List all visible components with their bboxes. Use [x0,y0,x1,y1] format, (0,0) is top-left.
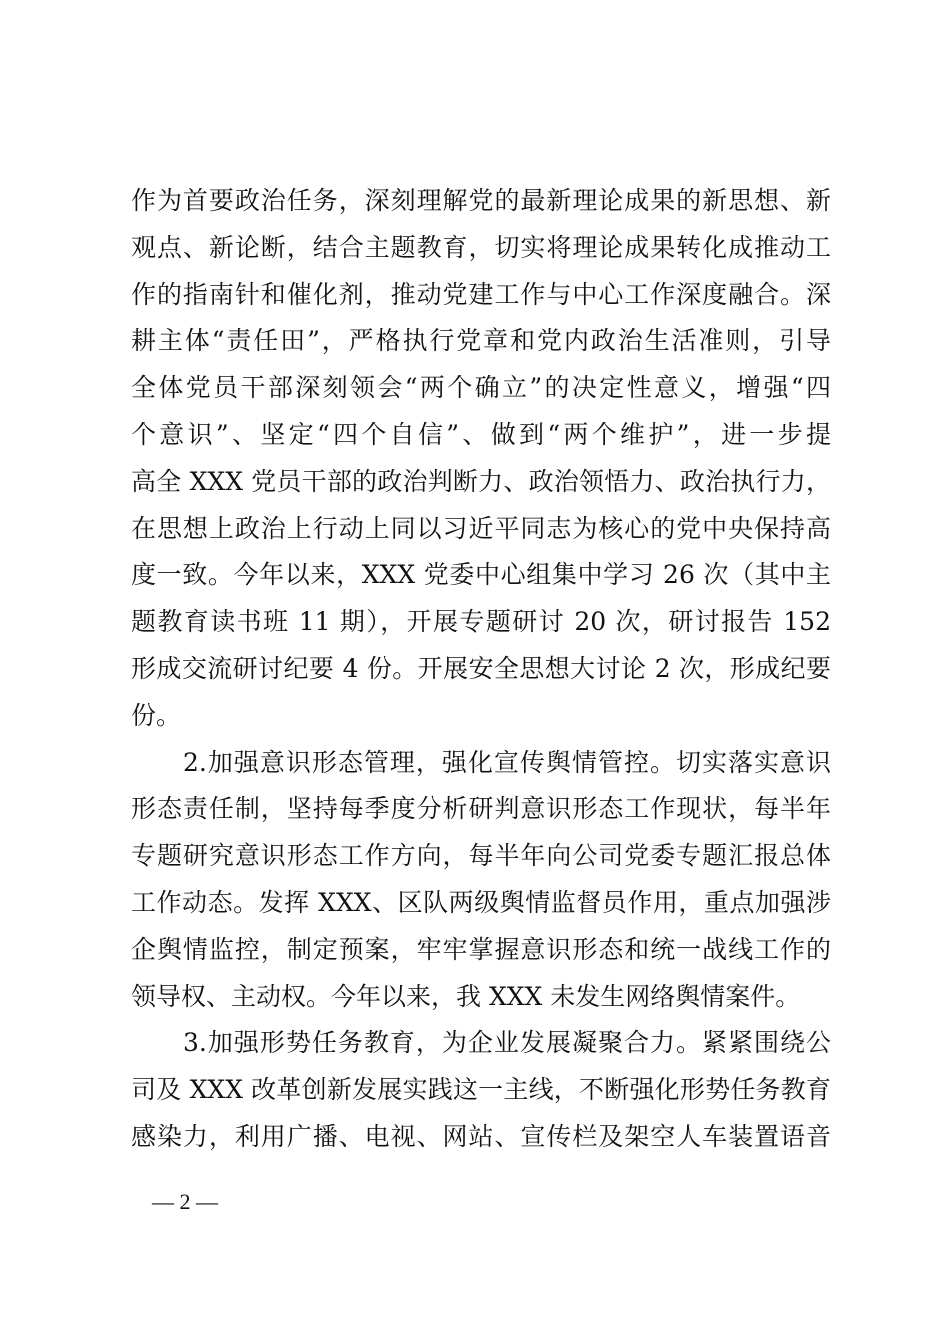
text-line: 个意识”、坚定“四个自信”、做到“两个维护”，进一步提 [131,419,831,449]
text-line: 司及 XXX 改革创新发展实践这一主线，不断强化形势任务教育 [131,1075,831,1105]
page-number: — 2 — [152,1189,218,1214]
text-line: 形态责任制，坚持每季度分析研判意识形态工作现状，每半年 [131,794,831,824]
text-line: 2.加强意识形态管理，强化宣传舆情管控。切实落实意识 [131,747,831,777]
text-line: 3.加强形势任务教育，为企业发展凝聚合力。紧紧围绕公 [131,1028,831,1058]
body-text [131,178,831,1161]
text-line: 题教育读书班 11 期），开展专题研讨 20 次，研讨报告 152 [131,607,831,637]
text-line: 高全 XXX 党员干部的政治判断力、政治领悟力、政治执行力， [131,466,831,496]
text-line: 份。 [131,700,182,730]
text-line: 观点、新论断，结合主题教育，切实将理论成果转化成推动工 [131,232,831,262]
text-line: 耕主体“责任田”，严格执行党章和党内政治生活准则，引导 [131,326,831,356]
text-line: 感染力，利用广播、电视、网站、宣传栏及架空人车装置语音 [131,1121,831,1151]
text-line: 形成交流研讨纪要 4 份。开展安全思想大讨论 2 次，形成纪要 [131,653,831,683]
text-line: 工作动态。发挥 XXX、区队两级舆情监督员作用，重点加强涉 [131,887,831,917]
text-line: 企舆情监控，制定预案，牢牢掌握意识形态和统一战线工作的 [131,934,831,964]
text-line: 度一致。今年以来，XXX 党委中心组集中学习 26 次（其中主 [131,560,831,590]
text-line: 在思想上政治上行动上同以习近平同志为核心的党中央保持高 [131,513,831,543]
text-line: 领导权、主动权。今年以来，我 XXX 未发生网络舆情案件。 [131,981,801,1011]
text-line: 专题研究意识形态工作方向，每半年向公司党委专题汇报总体 [131,841,831,871]
text-line: 全体党员干部深刻领会“两个确立”的决定性意义，增强“四 [131,373,831,403]
text-line: 作为首要政治任务，深刻理解党的最新理论成果的新思想、新 [131,186,831,215]
text-line: 作的指南针和催化剂，推动党建工作与中心工作深度融合。深 [131,279,831,309]
